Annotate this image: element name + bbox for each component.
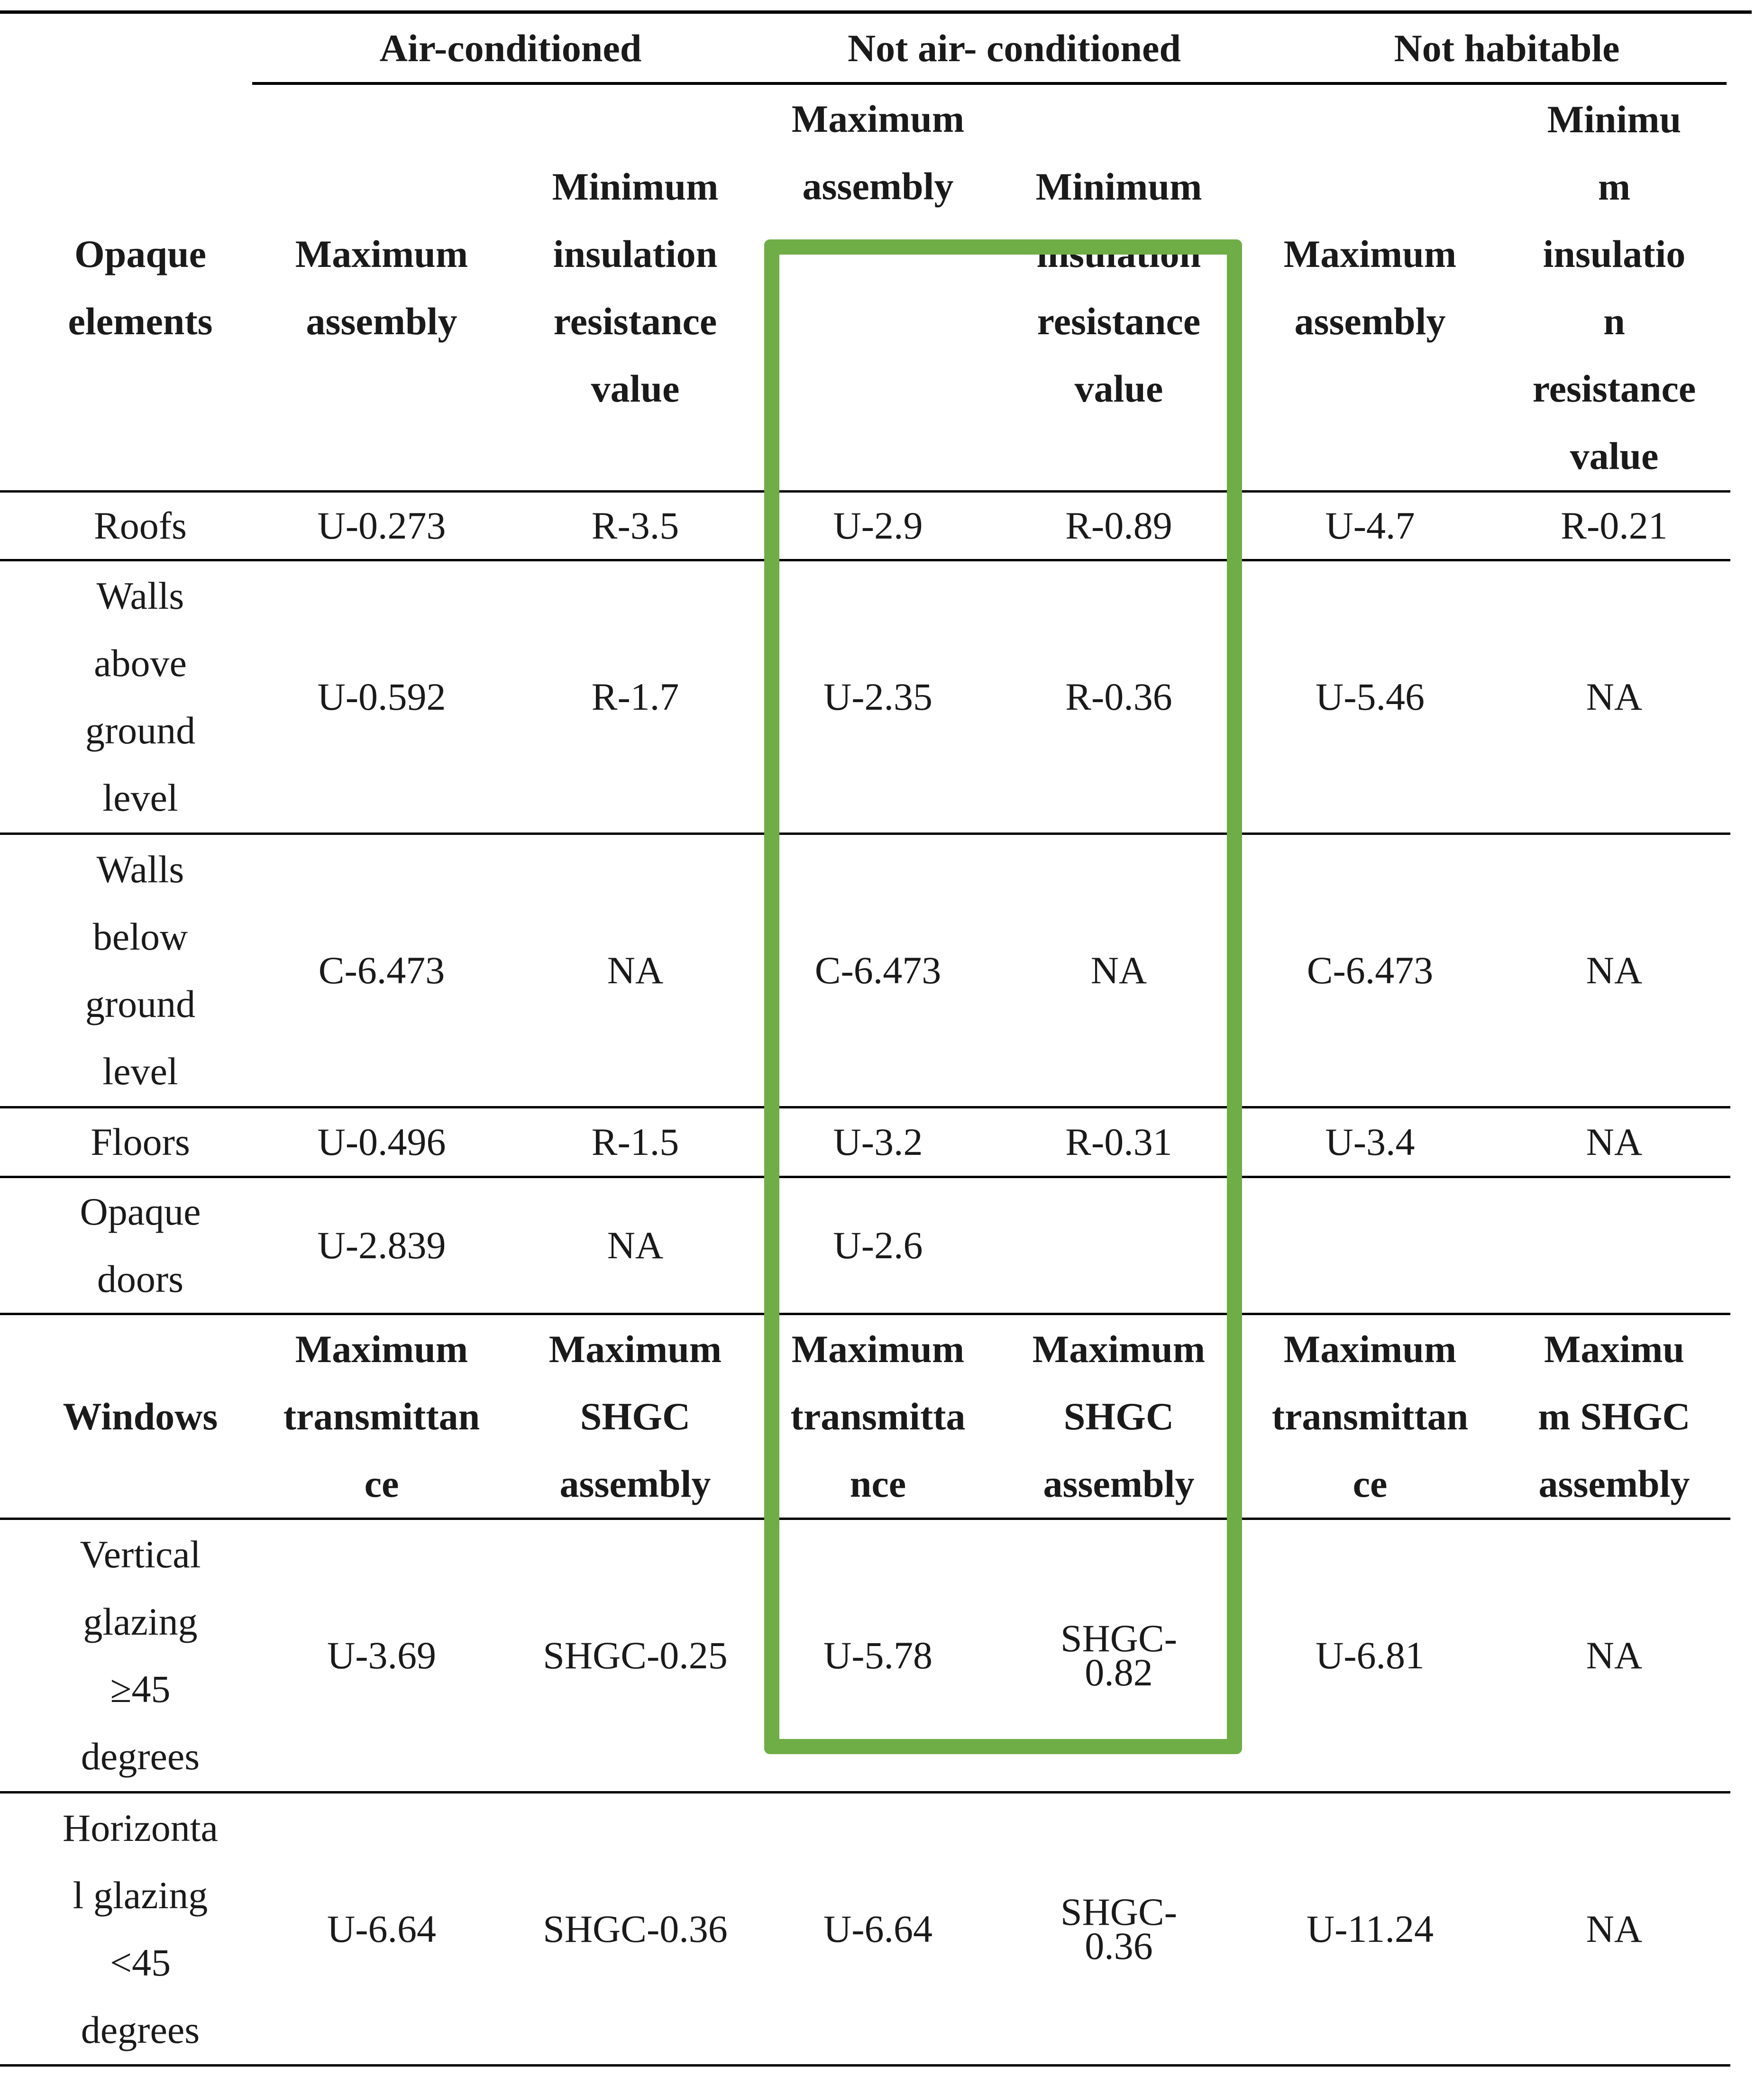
walls-above-ac-max: U-0.592 — [317, 675, 446, 718]
opaque-header-ac-min-insulation: Minimum insulation resistance value — [552, 165, 719, 410]
walls-below-ac-max: C-6.473 — [318, 949, 445, 992]
opaque-header-ac-max-assembly: Maximum assembly — [295, 232, 468, 343]
vertical-nac-shgc: SHGC- 0.82 — [1060, 1617, 1178, 1694]
vertical-nh-transmittance: U-6.81 — [1315, 1634, 1425, 1677]
row-label-horizontal-glazing: Horizonta l glazing <45 degrees — [63, 1806, 218, 2051]
opaque-elements-heading: Opaque elements — [68, 232, 213, 343]
row-label-vertical-glazing: Vertical glazing ≥45 degrees — [80, 1533, 201, 1778]
row-label-walls-above: Walls above ground level — [85, 574, 196, 819]
floors-nh-max: U-3.4 — [1325, 1120, 1415, 1163]
opaque-header-nh-max-assembly: Maximum assembly — [1283, 232, 1457, 343]
group-header-not-air-conditioned: Not air- conditioned — [847, 26, 1181, 70]
horizontal-nh-transmittance: U-11.24 — [1307, 1907, 1434, 1950]
doors-nh-max — [1252, 1178, 1489, 1313]
roofs-ac-max: U-0.273 — [317, 504, 446, 547]
walls-above-ac-min: R-1.7 — [591, 675, 679, 718]
windows-header-nac-shgc: Maximum SHGC assembly — [1032, 1327, 1206, 1505]
opaque-header-nh-min-insulation: Minimu m insulatio n resistance value — [1532, 98, 1696, 477]
walls-above-nh-min: NA — [1586, 675, 1643, 718]
horizontal-ac-transmittance: U-6.64 — [327, 1907, 437, 1950]
row-label-opaque-doors: Opaque doors — [80, 1190, 201, 1300]
floors-nac-min: R-0.31 — [1065, 1120, 1172, 1163]
floors-ac-max: U-0.496 — [317, 1120, 446, 1163]
horizontal-ac-shgc: SHGC-0.36 — [543, 1907, 728, 1950]
rule-bottom — [0, 2064, 1730, 2067]
windows-header-ac-shgc: Maximum SHGC assembly — [548, 1327, 722, 1505]
vertical-nh-shgc: NA — [1586, 1634, 1643, 1677]
horizontal-nac-transmittance: U-6.64 — [823, 1907, 933, 1950]
floors-nh-min: NA — [1586, 1120, 1643, 1163]
row-label-walls-below: Walls below ground level — [85, 848, 196, 1093]
walls-below-nac-max: C-6.473 — [814, 949, 941, 992]
walls-below-ac-min: NA — [607, 949, 664, 992]
floors-ac-min: R-1.5 — [591, 1120, 679, 1163]
vertical-ac-shgc: SHGC-0.25 — [543, 1634, 728, 1677]
rule-group — [252, 82, 1727, 85]
doors-nh-min — [1498, 1178, 1730, 1313]
roofs-nac-max: U-2.9 — [833, 504, 923, 547]
windows-header-nh-transmittance: Maximum transmittan ce — [1271, 1327, 1469, 1505]
highlight-box — [764, 239, 1242, 1754]
row-label-floors: Floors — [91, 1120, 190, 1163]
windows-header-nh-shgc: Maximu m SHGC assembly — [1538, 1327, 1691, 1505]
walls-above-nac-min: R-0.36 — [1065, 675, 1172, 718]
horizontal-nh-shgc: NA — [1586, 1907, 1643, 1950]
horizontal-nac-shgc: SHGC- 0.36 — [1060, 1890, 1178, 1967]
opaque-header-nac-min-insulation: Minimum insulation resistance value — [1035, 165, 1202, 410]
windows-heading: Windows — [63, 1394, 218, 1438]
rule-top — [0, 10, 1752, 14]
vertical-ac-transmittance: U-3.69 — [327, 1634, 437, 1677]
walls-below-nh-max: C-6.473 — [1307, 949, 1434, 992]
floors-nac-max: U-3.2 — [833, 1120, 923, 1163]
doors-nac-max: U-2.6 — [833, 1224, 923, 1267]
roofs-nh-max: U-4.7 — [1325, 504, 1415, 547]
roofs-nac-min: R-0.89 — [1065, 504, 1172, 547]
roofs-nh-min: R-0.21 — [1561, 504, 1668, 547]
row-label-roofs: Roofs — [94, 504, 187, 547]
group-header-air-conditioned: Air-conditioned — [379, 26, 642, 70]
vertical-nac-transmittance: U-5.78 — [823, 1634, 933, 1677]
walls-below-nac-min: NA — [1090, 949, 1147, 992]
walls-below-nh-min: NA — [1586, 949, 1643, 992]
walls-above-nac-max: U-2.35 — [823, 675, 933, 718]
roofs-ac-min: R-3.5 — [591, 504, 679, 547]
doors-ac-max: U-2.839 — [317, 1224, 446, 1267]
doors-ac-min: NA — [607, 1224, 664, 1267]
opaque-header-nac-max-assembly: Maximum assembly — [791, 97, 965, 208]
group-header-not-habitable: Not habitable — [1394, 26, 1620, 70]
walls-above-nh-max: U-5.46 — [1315, 675, 1425, 718]
windows-header-ac-transmittance: Maximum transmittan ce — [283, 1327, 480, 1505]
windows-header-nac-transmittance: Maximum transmitta nce — [790, 1327, 966, 1505]
